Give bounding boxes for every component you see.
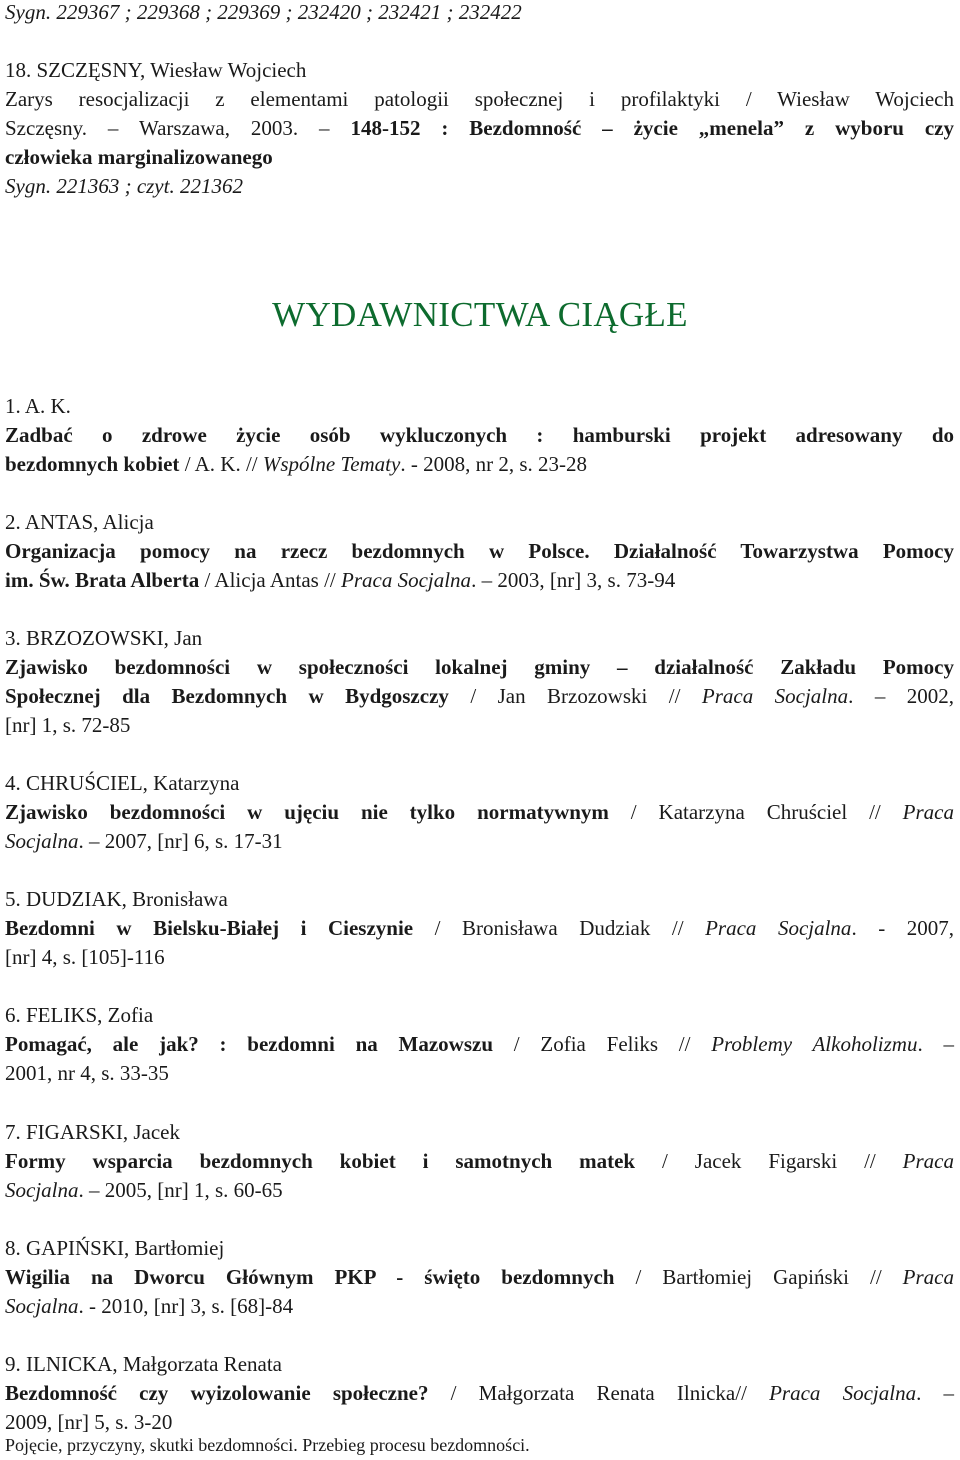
entry-head: 18. SZCZĘSNY, Wiesław Wojciech: [5, 58, 307, 82]
entry-citation-line: [nr] 4, s. [105]-116: [5, 945, 165, 969]
entry-4: [5, 769, 954, 856]
top-signature: [5, 0, 954, 27]
entry-title-line: Organizacja pomocy na rzecz bezdomnych w Polsce. Działalność Towarzystwa Pomocy: [5, 539, 954, 563]
entry-5: [5, 885, 954, 972]
entry-head: 5. DUDZIAK, Bronisława: [5, 887, 228, 911]
entry-citation-line: im. Św. Brata Alberta / Alicja Antas // Praca Socjalna. – 2003, [nr] 3, s. 73-94: [5, 568, 676, 592]
entry-head: 1. A. K.: [5, 394, 71, 418]
entry-title-line: Bezdomność czy wyizolowanie społeczne? / Małgorzata Renata Ilnicka// Praca Socjalna. –: [5, 1381, 955, 1405]
entry-2: [5, 508, 954, 595]
entry-6: [5, 1001, 954, 1088]
entry-citation-line: Socjalna. - 2010, [nr] 3, s. [68]-84: [5, 1294, 294, 1318]
entry-8: [5, 1234, 954, 1321]
page-footer: Pojęcie, przyczyny, skutki bezdomności. Przebieg procesu bezdomności.: [5, 1435, 530, 1455]
entry-9: [5, 1350, 954, 1437]
entry-signature: Sygn. 221363 ; czyt. 221362: [5, 174, 243, 198]
entry-18: [5, 56, 954, 201]
entry-citation-line: 2001, nr 4, s. 33-35: [5, 1061, 169, 1085]
section-heading: WYDAWNICTWA CIĄGŁE: [272, 295, 688, 334]
entry-title-line: Formy wsparcia bezdomnych kobiet i samotnych matek / Jacek Figarski // Praca: [5, 1149, 954, 1173]
entry-head: 6. FELIKS, Zofia: [5, 1003, 154, 1027]
entry-title-line: Wigilia na Dworcu Głównym PKP - święto bezdomnych / Bartłomiej Gapiński // Praca: [5, 1265, 954, 1289]
entry-citation-line: Społecznej dla Bezdomnych w Bydgoszczy / Jan Brzozowski // Praca Socjalna. – 2002,: [5, 684, 955, 708]
entry-3: [5, 624, 954, 740]
signature-text: Sygn. 229367 ; 229368 ; 229369 ; 232420 ; 232421 ; 232422: [5, 0, 522, 24]
entry-head: 3. BRZOZOWSKI, Jan: [5, 626, 203, 650]
entry-title-line: Pomagać, ale jak? : bezdomni na Mazowszu / Zofia Feliks // Problemy Alkoholizmu. –: [5, 1032, 954, 1056]
entry-head: 2. ANTAS, Alicja: [5, 510, 154, 534]
entry-citation-line: [nr] 1, s. 72-85: [5, 713, 131, 737]
entry-title-line: Bezdomni w Bielsku-Białej i Cieszynie / Bronisława Dudziak // Praca Socjalna. - 2007,: [5, 916, 954, 940]
entry-title-line: Zadbać o zdrowe życie osób wykluczonych : hamburski projekt adresowany do: [5, 423, 954, 447]
entry-head: 7. FIGARSKI, Jacek: [5, 1120, 180, 1144]
entry-citation-line: 2009, [nr] 5, s. 3-20: [5, 1410, 173, 1434]
entry-citation-line: bezdomnych kobiet / A. K. // Wspólne Tematy. - 2008, nr 2, s. 23-28: [5, 452, 587, 476]
entry-title-line: Zarys resocjalizacji z elementami patologii społecznej i profilaktyki / Wiesław Wojciech: [5, 87, 954, 111]
entry-title-line: człowieka marginalizowanego: [5, 145, 273, 169]
entry-citation-line: Socjalna. – 2007, [nr] 6, s. 17-31: [5, 829, 283, 853]
entry-citation-line: Socjalna. – 2005, [nr] 1, s. 60-65: [5, 1178, 283, 1202]
entry-title-line: Szczęsny. – Warszawa, 2003. – 148-152 : Bezdomność – życie „menela” z wyboru czy: [5, 116, 954, 140]
entry-head: 8. GAPIŃSKI, Bartłomiej: [5, 1236, 225, 1260]
entry-1: [5, 392, 954, 479]
entry-7: [5, 1118, 954, 1205]
entry-head: 4. CHRUŚCIEL, Katarzyna: [5, 771, 240, 795]
entry-title-line: Zjawisko bezdomności w ujęciu nie tylko normatywnym / Katarzyna Chruściel // Praca: [5, 800, 954, 824]
entry-head: 9. ILNICKA, Małgorzata Renata: [5, 1352, 282, 1376]
entry-title-line: Zjawisko bezdomności w społeczności lokalnej gminy – działalność Zakładu Pomocy: [5, 655, 954, 679]
